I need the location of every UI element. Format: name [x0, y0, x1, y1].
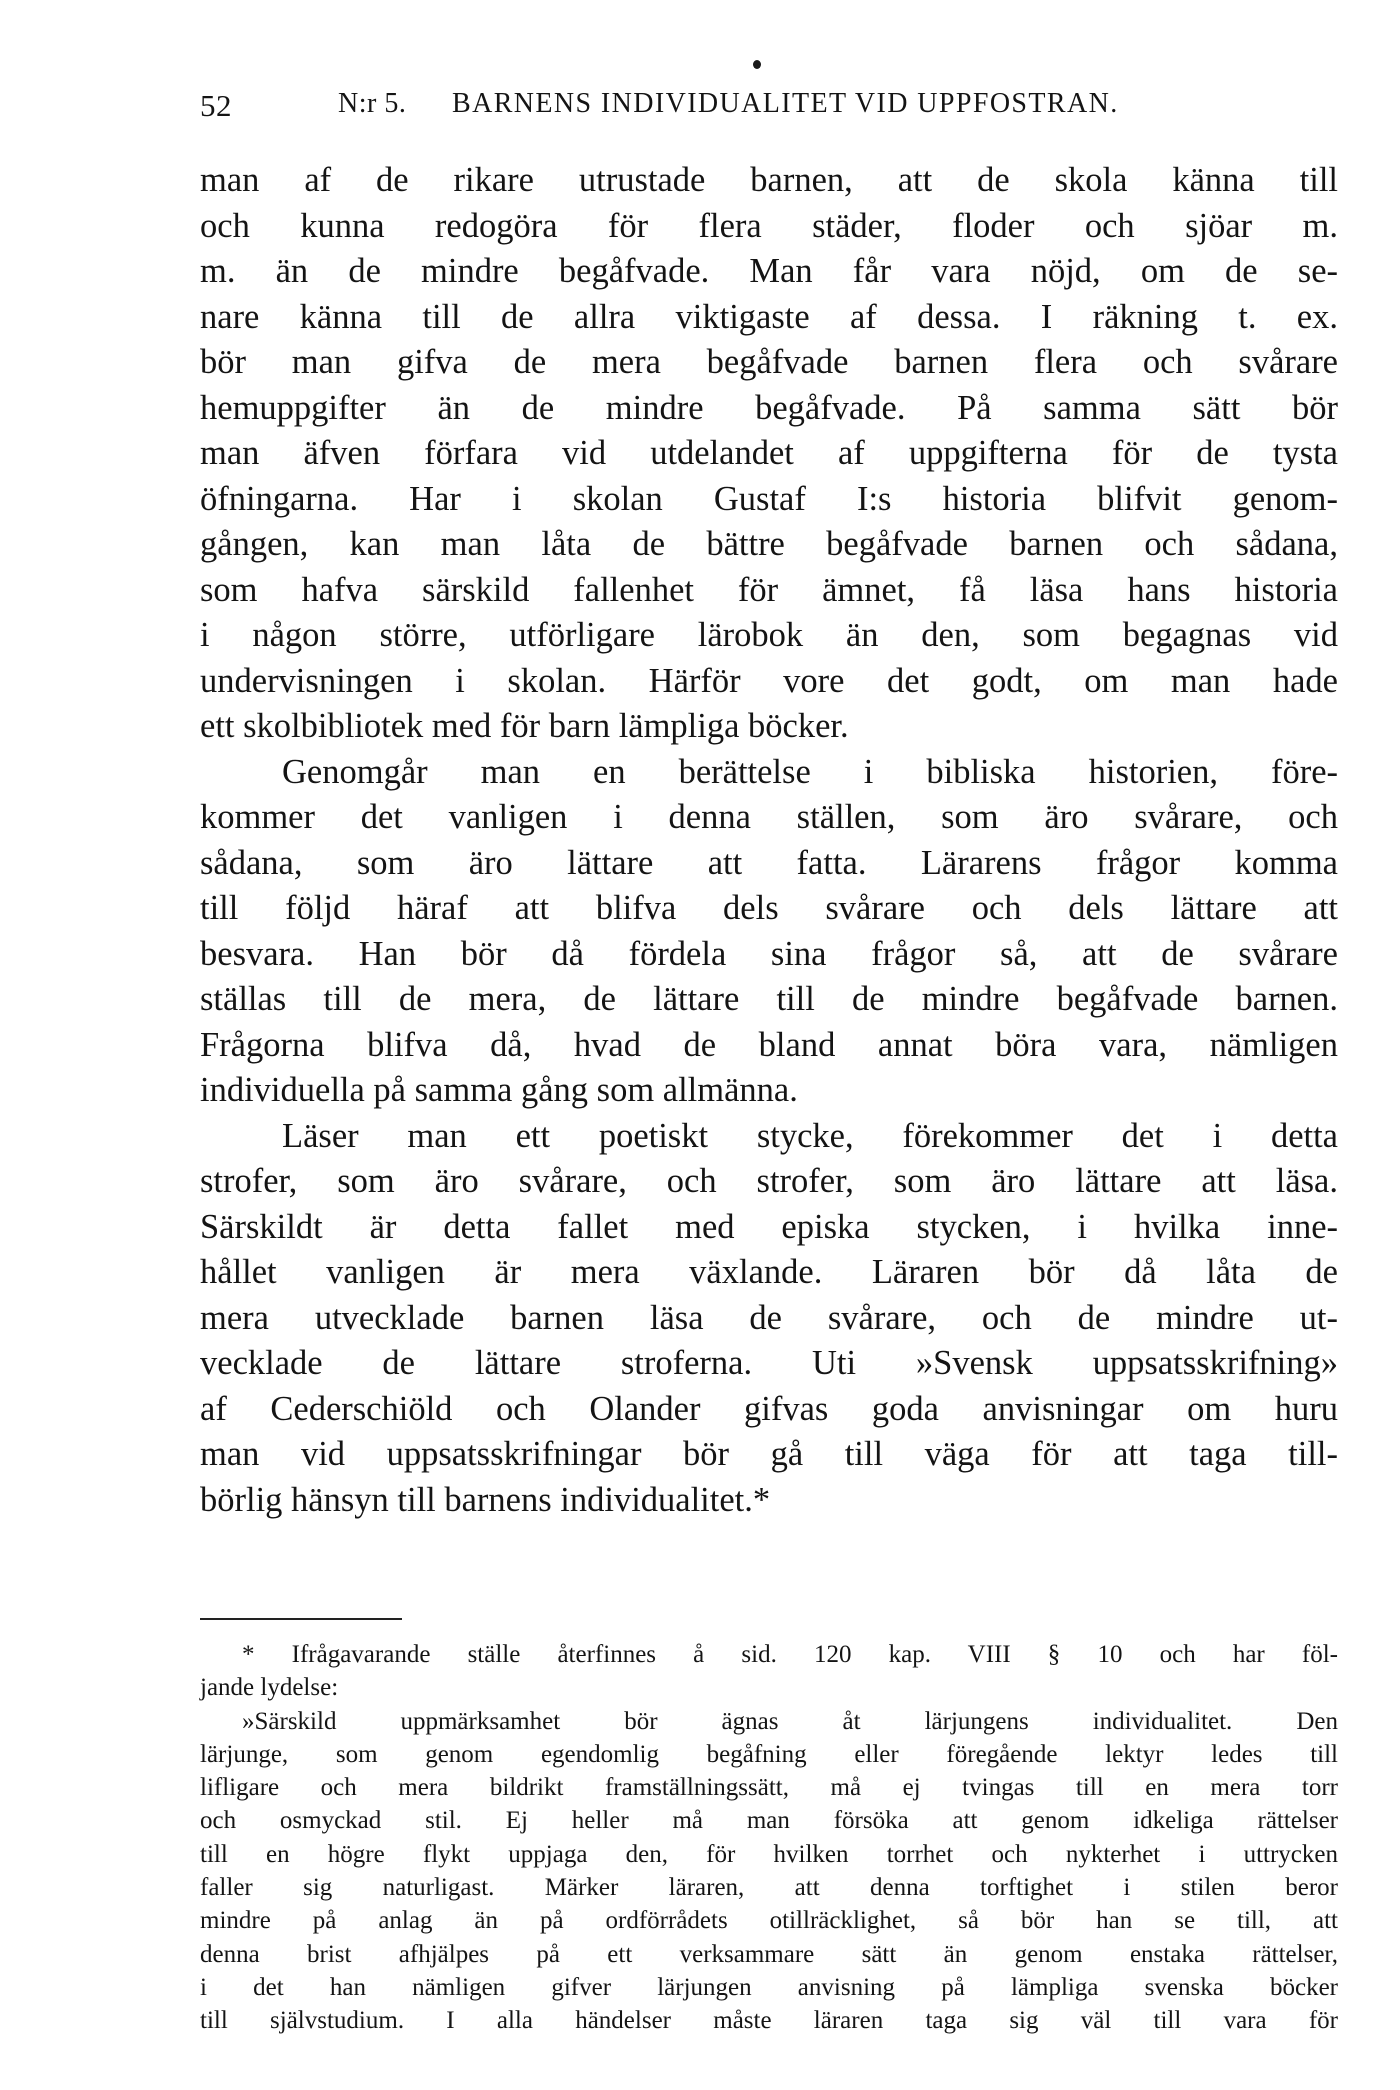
body-line: till följd häraf att blifva dels svårare och dels lättare att — [200, 889, 1338, 927]
printer-mark — [753, 60, 761, 69]
body-line: nare känna till de allra viktigaste af dessa. I räkning t. ex. — [200, 297, 1338, 336]
footnote-line: till en högre flykt uppjaga den, för hvilken torrhet och nykterhet i uttrycken — [200, 1840, 1338, 1868]
footnote-line: lifligare och mera bildrikt framställningssätt, må ej tvingas till en mera torr — [200, 1774, 1338, 1802]
body-line: af Cederschiöld och Olander gifvas goda anvisningar om huru — [200, 1389, 1338, 1428]
footnote-line: till självstudium. I alla händelser måste läraren taga sig väl till vara för — [200, 2007, 1338, 2035]
body-line: Läser man ett poetiskt stycke, förekommer det i detta — [282, 1116, 1338, 1155]
body-line: besvara. Han bör då fördela sina frågor så, att de svårare — [200, 934, 1338, 973]
footnote-line: denna brist afhjälpes på ett verksammare sätt än genom enstaka rättelser, — [200, 1940, 1338, 1968]
running-head — [200, 88, 1210, 128]
running-title: BARNENS INDIVIDUALITET VID UPPFOSTRAN. — [452, 88, 1119, 119]
footnote-rule — [200, 1618, 402, 1620]
body-line: individuella på samma gång som allmänna. — [200, 1071, 798, 1109]
footnote-line: och osmyckad stil. Ej heller må man försöka att genom idkeliga rättelser — [200, 1807, 1338, 1835]
issue-number: N:r 5. — [338, 88, 407, 119]
page-number: 52 — [200, 88, 232, 123]
body-line: sådana, som äro lättare att fatta. Lärarens frågor komma — [200, 843, 1338, 882]
body-line: som hafva särskild fallenhet för ämnet, få läsa hans historia — [200, 570, 1338, 609]
body-line: Särskildt är detta fallet med episka stycken, i hvilka inne- — [200, 1207, 1338, 1246]
body-line: och kunna redogöra för flera städer, floder och sjöar m. — [200, 206, 1338, 245]
body-line: börlig hänsyn till barnens individualitet.* — [200, 1480, 771, 1519]
body-line: i någon större, utförligare lärobok än den, som begagnas vid — [200, 616, 1338, 654]
body-line: Genomgår man en berättelse i bibliska historien, före- — [282, 752, 1338, 791]
body-line: kommer det vanligen i denna ställen, som äro svårare, och — [200, 798, 1338, 836]
footnote-line: * Ifrågavarande ställe återfinnes å sid. 120 kap. VIII § 10 och har föl- — [242, 1641, 1338, 1668]
body-line: ett skolbibliotek med för barn lämpliga böcker. — [200, 707, 849, 745]
body-line: Frågorna blifva då, hvad de bland annat böra vara, nämligen — [200, 1025, 1338, 1064]
body-line: mera utvecklade barnen läsa de svårare, och de mindre ut- — [200, 1298, 1338, 1337]
footnote-line: mindre på anlag än på ordförrådets otillräcklighet, så bör han se till, att — [200, 1907, 1338, 1935]
footnote-line: faller sig naturligast. Märker läraren, att denna torftighet i stilen beror — [200, 1874, 1338, 1902]
body-line: hemuppgifter än de mindre begåfvade. På samma sätt bör — [200, 388, 1338, 427]
body-line: ställas till de mera, de lättare till de mindre begåfvade barnen. — [200, 980, 1338, 1018]
body-line: man äfven förfara vid utdelandet af uppgifterna för de tysta — [200, 434, 1338, 472]
footnote-line: jande lydelse: — [200, 1674, 339, 1702]
footnote-line: lärjunge, som genom egendomlig begåfning eller föregående lektyr ledes till — [200, 1740, 1338, 1768]
body-line: strofer, som äro svårare, och strofer, som äro lättare att läsa. — [200, 1162, 1338, 1200]
body-line: vecklade de lättare stroferna. Uti »Svensk uppsatsskrifning» — [200, 1344, 1338, 1382]
body-line: m. än de mindre begåfvade. Man får vara nöjd, om de se- — [200, 252, 1338, 290]
footnote-line: i det han nämligen gifver lärjungen anvisning på lämpliga svenska böcker — [200, 1973, 1338, 2001]
body-line: gången, kan man låta de bättre begåfvade barnen och sådana, — [200, 525, 1338, 563]
body-line: man af de rikare utrustade barnen, att de skola känna till — [200, 161, 1338, 199]
body-line: bör man gifva de mera begåfvade barnen flera och svårare — [200, 343, 1338, 381]
footnote — [200, 1638, 1338, 2038]
body-line: öfningarna. Har i skolan Gustaf I:s historia blifvit genom- — [200, 479, 1338, 518]
body-text — [200, 158, 1338, 1523]
footnote-line: »Särskild uppmärksamhet bör ägnas åt lärjungens individualitet. Den — [242, 1707, 1338, 1735]
body-line: man vid uppsatsskrifningar bör gå till väga för att taga till- — [200, 1435, 1338, 1473]
body-line: hållet vanligen är mera växlande. Läraren bör då låta de — [200, 1253, 1338, 1291]
body-line: undervisningen i skolan. Härför vore det godt, om man hade — [200, 661, 1338, 700]
